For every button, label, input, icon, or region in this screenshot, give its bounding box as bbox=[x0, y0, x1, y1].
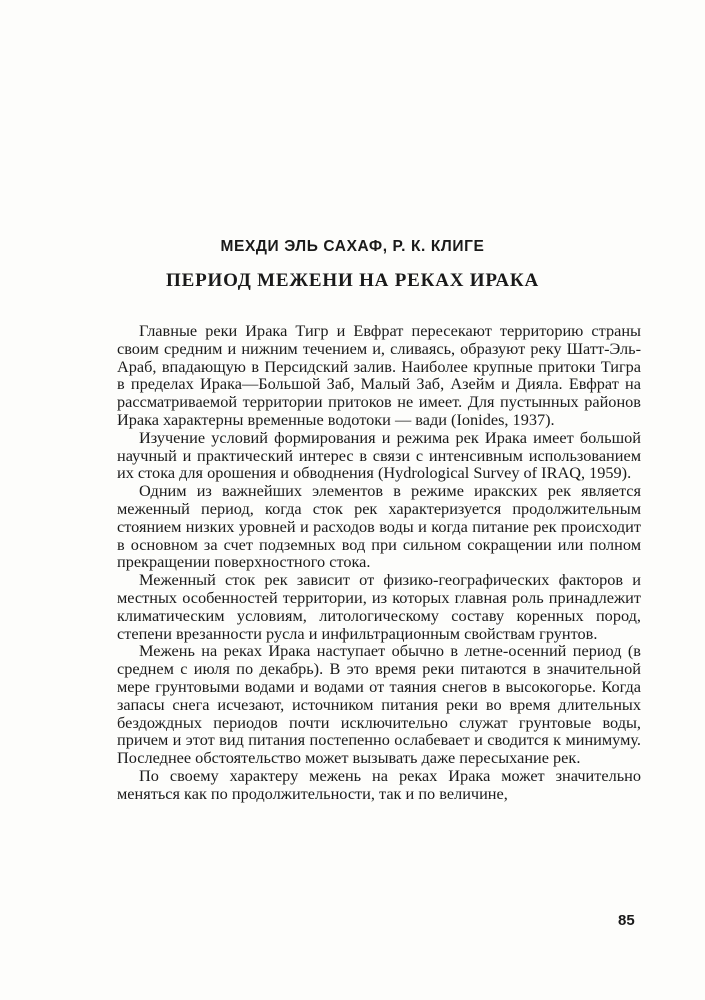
paragraph: Изучение условий формирования и режима рек Ирака имеет большой научный и практический интерес в связи с интенсивным использованием их стока для орошения и обводнения (Hydrological Survey of IRAQ, 1959). bbox=[117, 427, 641, 483]
page-number: 85 bbox=[618, 912, 635, 929]
article-title: ПЕРИОД МЕЖЕНИ НА РЕКАХ ИРАКА bbox=[166, 270, 539, 291]
article-body bbox=[117, 322, 641, 803]
paragraph: Меженный сток рек зависит от физико-географических факторов и местных особенностей территории, из которых главная роль принадлежит климатическим условиям, литологическому составу коренных пород, степени врезанности русла и инфильтрационным свойствам грунтов. bbox=[117, 570, 641, 643]
paragraph: Межень на реках Ирака наступает обычно в летне-осенний период (в среднем с июля по декабрь). В это время реки питаются в значительной мере грунтовыми водами и водами от таяния снегов в высокогорье. Когда запасы снега исчезают, источником питания реки во время длительных бездождных периодов почти исключительно служат грунтовые воды, причем и этот вид питания постепенно ослабевает и сводится к минимуму. Последнее обстоятельство может вызывать даже пересыхание рек. bbox=[117, 641, 641, 768]
paragraph: По своему характеру межень на реках Ирака может значительно меняться как по продолжительности, так и по величине, bbox=[117, 765, 641, 803]
paragraph: Одним из важнейших элементов в режиме иракских рек является меженный период, когда сток рек характеризуется продолжительным стоянием низких уровней и расходов воды и когда питание рек происходит в основном за счет подземных вод при сильном сокращении или полном прекращении поверхностного стока. bbox=[117, 481, 641, 572]
paragraph: Главные реки Ирака Тигр и Евфрат пересекают территорию страны своим средним и нижним течением и, сливаясь, образуют реку Шатт-Эль-Араб, впадающую в Персидский залив. Наиболее крупные притоки Тигра в пределах Ирака—Большой Заб, Малый Заб, Азейм и Дияла. Евфрат на рассматриваемой территории притоков не имеет. Для пустынных районов Ирака характерны временные водотоки — вади (Ionides, 1937). bbox=[117, 321, 641, 429]
authors: МЕХДИ ЭЛЬ САХАФ, Р. К. КЛИГЕ bbox=[220, 238, 485, 255]
